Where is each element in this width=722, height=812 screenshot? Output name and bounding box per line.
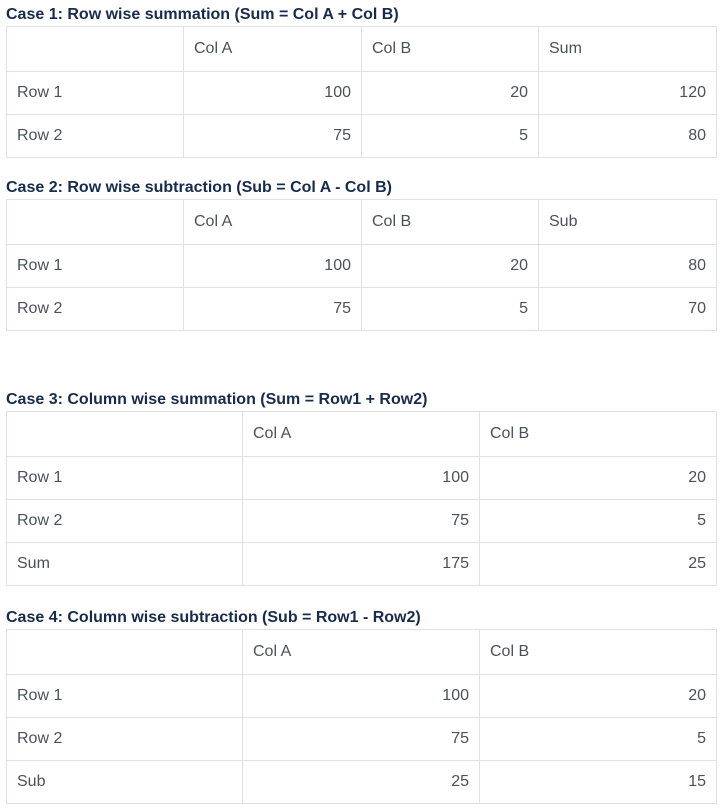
cell-value: 100 [184, 72, 362, 115]
header-cell-col-a: Col A [184, 27, 362, 72]
row-label: Sum [7, 543, 243, 586]
table-row [7, 72, 717, 115]
cell-value: 20 [362, 72, 539, 115]
table-row [7, 718, 717, 761]
table-row [7, 675, 717, 718]
header-cell-col-b: Col B [362, 200, 539, 245]
case-1-title: Case 1: Row wise summation (Sum = Col A + Col B) [6, 6, 399, 23]
row-label: Row 2 [7, 115, 184, 158]
cell-value: 100 [184, 245, 362, 288]
cell-value: 25 [243, 761, 480, 804]
header-cell-col-a: Col A [243, 630, 480, 675]
row-label: Row 2 [7, 718, 243, 761]
table-row [7, 115, 717, 158]
cell-value: 80 [539, 115, 717, 158]
cell-value: 100 [243, 675, 480, 718]
cell-value: 75 [243, 718, 480, 761]
header-cell-sum: Sum [539, 27, 717, 72]
table-row [7, 288, 717, 331]
case-4-table [6, 629, 717, 804]
cell-value: 100 [243, 457, 480, 500]
case-2-table [6, 199, 717, 331]
header-cell-col-a: Col A [243, 412, 480, 457]
cell-value: 75 [184, 115, 362, 158]
header-cell-col-a: Col A [184, 200, 362, 245]
row-label: Row 1 [7, 245, 184, 288]
cell-value: 20 [362, 245, 539, 288]
cell-value: 70 [539, 288, 717, 331]
cell-value: 120 [539, 72, 717, 115]
header-cell-sub: Sub [539, 200, 717, 245]
header-cell [7, 27, 184, 72]
cell-value: 75 [184, 288, 362, 331]
table-header-row [7, 27, 717, 72]
header-cell [7, 200, 184, 245]
case-4-title: Case 4: Column wise subtraction (Sub = Row1 - Row2) [6, 609, 421, 626]
cell-value: 20 [480, 457, 717, 500]
row-label: Row 1 [7, 72, 184, 115]
row-label: Row 2 [7, 500, 243, 543]
row-label: Row 2 [7, 288, 184, 331]
row-label: Row 1 [7, 457, 243, 500]
cell-value: 5 [480, 500, 717, 543]
case-3-table [6, 411, 717, 586]
case-1-table [6, 26, 717, 158]
cell-value: 20 [480, 675, 717, 718]
case-2-title: Case 2: Row wise subtraction (Sub = Col A - Col B) [6, 179, 392, 196]
cell-value: 5 [362, 115, 539, 158]
cell-value: 15 [480, 761, 717, 804]
cell-value: 25 [480, 543, 717, 586]
cell-value: 175 [243, 543, 480, 586]
header-cell-col-b: Col B [362, 27, 539, 72]
table-row [7, 245, 717, 288]
header-cell-col-b: Col B [480, 630, 717, 675]
header-cell-col-b: Col B [480, 412, 717, 457]
table-row [7, 500, 717, 543]
table-header-row [7, 630, 717, 675]
cell-value: 5 [480, 718, 717, 761]
cell-value: 5 [362, 288, 539, 331]
cell-value: 80 [539, 245, 717, 288]
header-cell [7, 630, 243, 675]
table-header-row [7, 200, 717, 245]
cell-value: 75 [243, 500, 480, 543]
header-cell [7, 412, 243, 457]
table-row [7, 543, 717, 586]
table-header-row [7, 412, 717, 457]
table-row [7, 761, 717, 804]
row-label: Sub [7, 761, 243, 804]
case-3-title: Case 3: Column wise summation (Sum = Row1 + Row2) [6, 391, 428, 408]
table-row [7, 457, 717, 500]
row-label: Row 1 [7, 675, 243, 718]
